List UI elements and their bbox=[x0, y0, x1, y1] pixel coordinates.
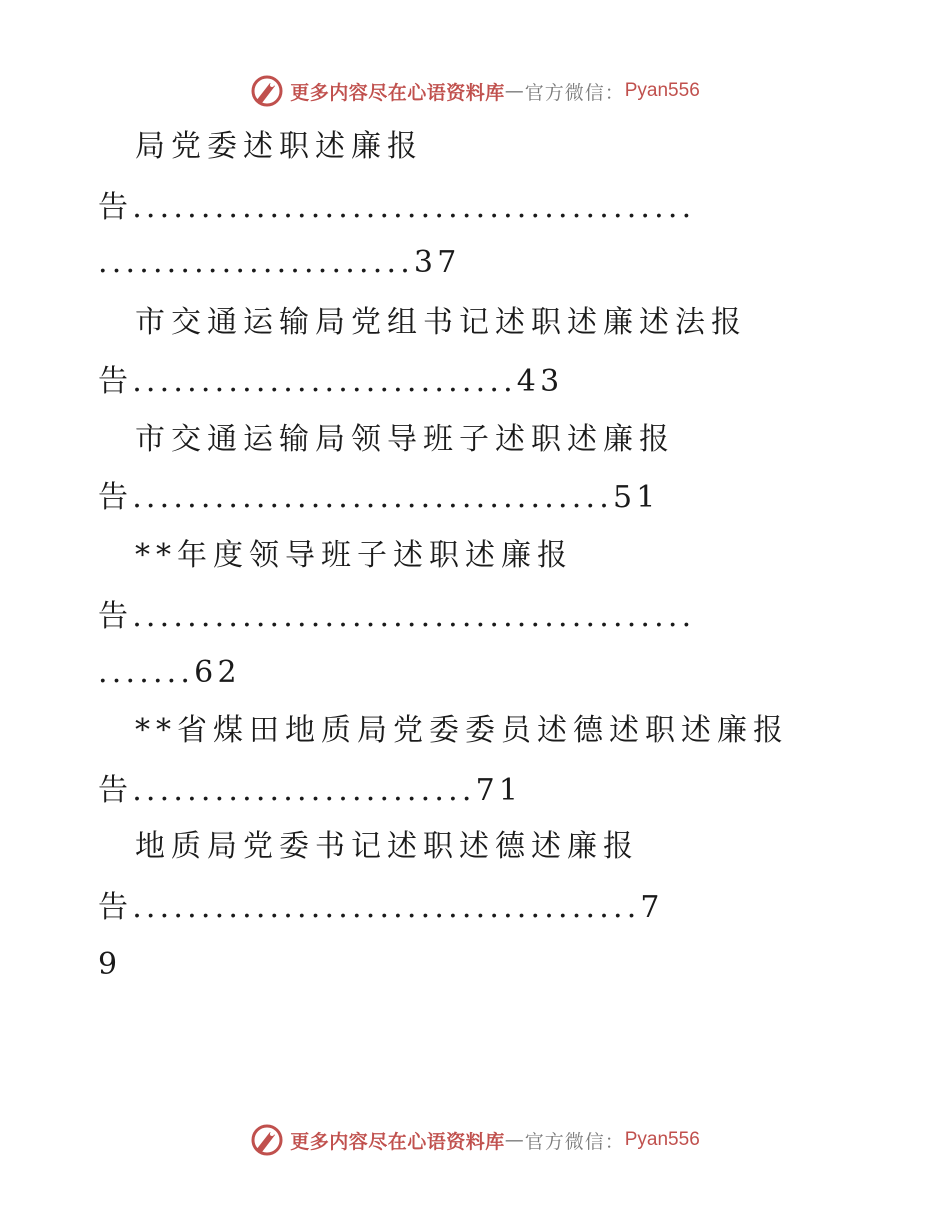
banner-wechat-id: Pyan556 bbox=[624, 1129, 700, 1150]
toc-entry-title: 地质局党委书记述职述德述廉报 bbox=[135, 829, 639, 864]
toc-entry-page: 9 bbox=[98, 947, 124, 982]
toc-entry-leader-page: .......................37 bbox=[98, 245, 461, 280]
toc-entry-leader-page: 告............................43 bbox=[98, 364, 564, 399]
pen-logo-icon bbox=[250, 1123, 284, 1157]
banner-text: 更多内容尽在心语资料库 bbox=[290, 81, 505, 104]
footer-watermark-banner bbox=[0, 1120, 950, 1160]
toc-entry-title: **年度领导班子述职述廉报 bbox=[135, 538, 573, 573]
banner-wechat-label: 官方微信： bbox=[524, 81, 625, 104]
toc-entry-title: 局党委述职述廉报 bbox=[135, 129, 423, 164]
toc-entry-title: 市交通运输局领导班子述职述廉报 bbox=[135, 422, 675, 457]
toc-entry-leader-page: 告...................................51 bbox=[98, 480, 660, 515]
banner-wechat-label: 官方微信： bbox=[524, 1130, 625, 1153]
pen-logo-icon bbox=[250, 74, 284, 108]
toc-entry-leader-page: .......62 bbox=[98, 655, 241, 690]
toc-entry-title: 市交通运输局党组书记述职述廉述法报 bbox=[135, 305, 747, 340]
header-watermark-banner bbox=[0, 71, 950, 111]
toc-entry-leader: 告......................................... bbox=[98, 599, 696, 634]
toc-entry-leader: 告......................................... bbox=[98, 190, 696, 225]
toc-entry-leader: 告.....................................7 bbox=[98, 890, 664, 925]
toc-entry-leader-page: 告.........................71 bbox=[98, 773, 523, 808]
banner-separator: — bbox=[504, 1129, 525, 1151]
banner-wechat-id: Pyan556 bbox=[624, 80, 700, 101]
banner-text: 更多内容尽在心语资料库 bbox=[290, 1130, 505, 1153]
banner-separator: — bbox=[504, 80, 525, 102]
toc-entry-title: **省煤田地质局党委委员述德述职述廉报 bbox=[135, 713, 789, 748]
